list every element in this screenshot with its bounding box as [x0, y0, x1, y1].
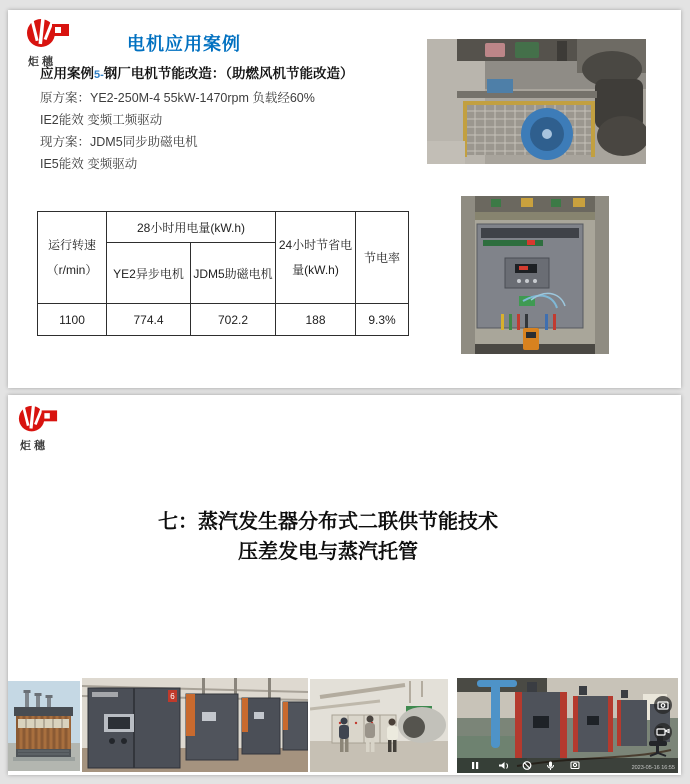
- generator-unit-2: [186, 694, 238, 760]
- cell-speed: 1100: [38, 304, 107, 336]
- body-line-ie5: IE5能效 变频驱动: [40, 157, 138, 171]
- cell-rate-value: 9.3%: [356, 304, 409, 336]
- flame-logo-icon: [26, 16, 70, 52]
- video-timestamp: 2023-05-16 16:55: [631, 765, 675, 771]
- multimeter: [523, 328, 539, 350]
- watermark: [92, 692, 118, 697]
- slat-walls: [16, 716, 71, 749]
- body-line-ie2: IE2能效 变频工频驱动: [40, 113, 163, 127]
- header-ye2-motor: YE2异步电机: [107, 243, 191, 304]
- cell-ye2-value: 774.4: [107, 304, 191, 336]
- case-heading-rest: 钢厂电机节能改造：（助燃风机节能改造）: [103, 66, 354, 81]
- flame-logo-icon: [18, 403, 58, 436]
- logo-text: 炬穗: [20, 440, 48, 452]
- cell-saved-value: 188: [276, 304, 356, 336]
- photo-container-building: [8, 681, 80, 771]
- red-led: [527, 240, 535, 245]
- cell-jdm5-value: 702.2: [191, 304, 276, 336]
- header-speed: 运行转速 （r/min）: [38, 212, 107, 304]
- slide-1: [8, 10, 681, 388]
- header-jdm5-motor: JDM5助磁电机: [191, 243, 276, 304]
- blue-pump: [487, 79, 513, 93]
- section-title: [8, 507, 648, 567]
- pink-valve: [485, 43, 505, 57]
- slide1-title: 电机应用案例: [127, 34, 241, 54]
- body-line-original-plan: 原方案：YE2-250M-4 55kW-1470rpm 负载经60%: [40, 91, 315, 105]
- company-logo: [18, 403, 78, 453]
- photo-electrical-cabinet: [461, 196, 609, 354]
- header-24h-saving: 24小时节省电 量(kW.h): [276, 212, 356, 304]
- unit-number-badge: 6: [170, 692, 175, 701]
- green-motor: [515, 42, 539, 58]
- header-28h-consumption: 28小时用电量(kW.h): [107, 212, 276, 243]
- inverter-unit: [477, 224, 583, 328]
- generator-unit-4: [283, 702, 308, 750]
- logo-text: 炬穗: [28, 56, 56, 68]
- generator-unit-3: [242, 698, 280, 754]
- blue-fan: [521, 108, 573, 160]
- section-title-line1: 七：蒸汽发生器分布式二联供节能技术: [158, 511, 498, 533]
- photo-generator-row: [82, 678, 308, 772]
- section-title-line2: 压差发电与蒸汽托管: [238, 541, 418, 563]
- case-heading: [40, 62, 354, 82]
- slide-2: [8, 395, 681, 775]
- case-heading-prefix: 应用案例: [40, 66, 94, 81]
- snapshot-button[interactable]: [654, 696, 672, 714]
- case-heading-number: 5-: [94, 69, 104, 81]
- generator-unit-front: [88, 688, 180, 768]
- header-saving-rate: 节电率: [356, 212, 409, 304]
- photo-boiler-room: [310, 679, 448, 772]
- body-line-new-plan: 现方案：JDM5同步助磁电机: [40, 135, 198, 149]
- photo-fan-equipment: [427, 39, 646, 164]
- energy-comparison-table: [37, 211, 409, 336]
- photo-video-frame: [457, 678, 678, 773]
